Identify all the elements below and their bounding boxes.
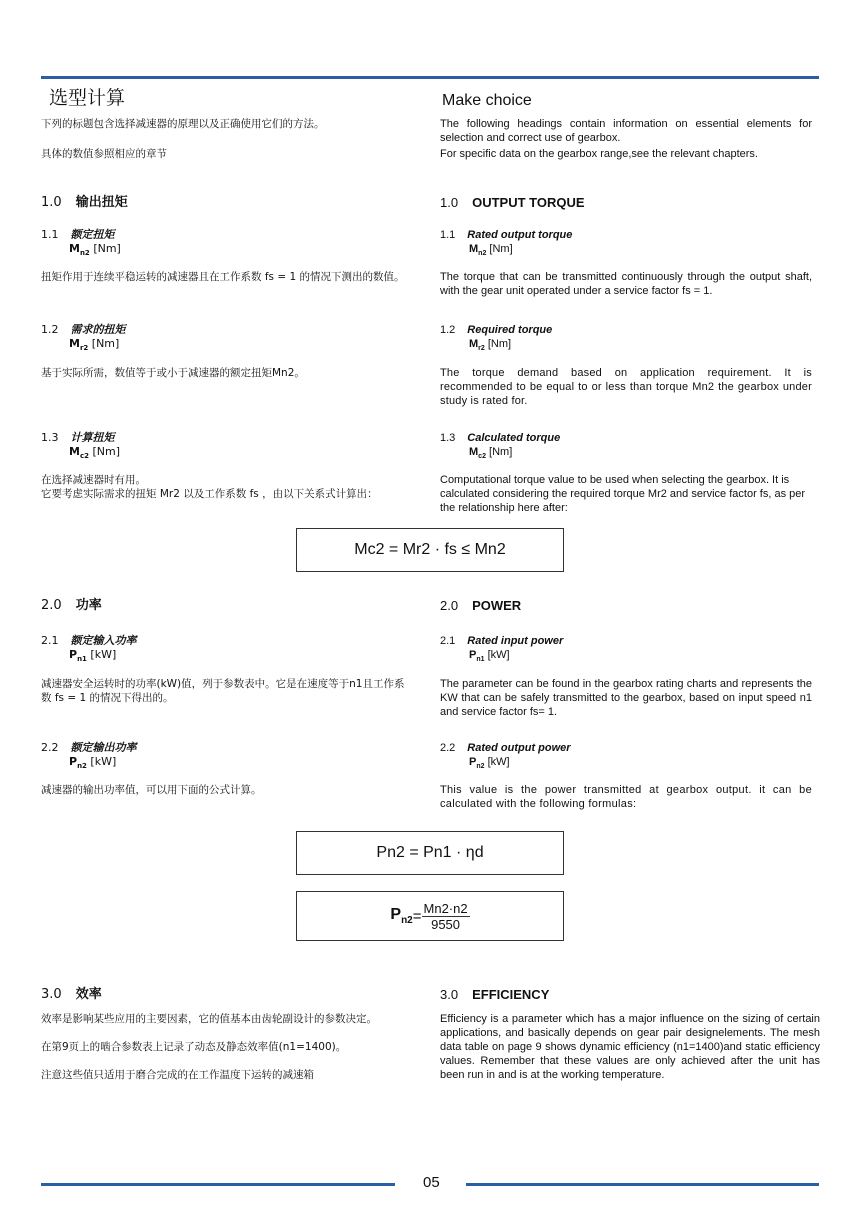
cn-text-1-3a: 在选择减速器时有用。 [41, 474, 146, 486]
formula-box-mc2 [296, 528, 564, 572]
symbol-mc2-cn: $M_{c2}$ [Nm] [69, 445, 121, 461]
section-3-cn-heading: 3.0 效率 [41, 987, 102, 1002]
cn-text-3-2: 在第9页上的啮合参数表上记录了动态及静态效率值(n1=1400)。 [41, 1041, 347, 1053]
cn-intro-1: 下列的标题包含选择减速器的原理以及正确使用它们的方法。 [41, 118, 325, 130]
subsection-2-2-en: 2.2 Rated output power [440, 742, 571, 754]
subsection-1-3-cn: 1.3 计算扭矩 [41, 431, 115, 444]
footer-rule-right [466, 1183, 819, 1186]
cn-text-2-1: 减速器安全运转时的功率(kW)值，列于参数表中。它是在速度等于n1且工作系数 fs = 1 的情况下得出的。 [41, 678, 405, 704]
symbol-mn2-cn: $M_{n2}$ [Nm] [69, 242, 121, 258]
subsection-2-1-en: 2.1 Rated input power [440, 635, 564, 647]
symbol-mr2-cn: $M_{r2}$ [Nm] [69, 337, 120, 353]
cn-text-3-1: 效率是影响某些应用的主要因素，它的值基本由齿轮副设计的参数决定。 [41, 1013, 377, 1025]
cn-text-1-1: 扭矩作用于连续平稳运转的减速器且在工作系数 fs = 1 的情况下测出的数值。 [41, 271, 405, 283]
cn-intro-2: 具体的数值参照相应的章节 [41, 148, 167, 160]
section-2-en-heading: 2.0 POWER [440, 598, 522, 613]
symbol-pn1-cn: $P_{n1}$ [kW] [69, 648, 117, 664]
en-intro-2: For specific data on the gearbox range,see the relevant chapters. [440, 148, 758, 160]
symbol-mc2-en: $M_{c2}$ [Nm] [469, 446, 513, 461]
en-text-1-2: The torque demand based on application requirement. It is recommended to be equal to or less than torque Mn2 the gearbox under study is rated for. [440, 367, 812, 407]
subsection-1-1-en: 1.1 Rated output torque [440, 229, 573, 241]
footer-rule-left [41, 1183, 395, 1186]
formula-mc2: Mc2 = Mr2 · fs ≤ Mn2 [354, 541, 506, 558]
section-1-en-heading: 1.0 OUTPUT TORQUE [440, 195, 585, 210]
subsection-1-3-en: 1.3 Calculated torque [440, 432, 561, 444]
subsection-1-2-cn: 1.2 需求的扭矩 [41, 323, 126, 336]
en-text-1-1: The torque that can be transmitted continuously through the output shaft, with the gear unit operated under a service factor fs = 1. [440, 271, 812, 297]
symbol-pn1-en: $P_{n1}$ [kW] [469, 649, 510, 664]
en-title: Make choice [442, 92, 532, 109]
symbol-mn2-en: $M_{n2}$ [Nm] [469, 243, 513, 258]
en-text-2-1: The parameter can be found in the gearbox rating charts and represents the KW that can be safely transmitted to the gearbox, based on input speed n1 and service factor fs= 1. [440, 678, 812, 718]
formula-pn2-b-lhs: $P_{n2}$ [390, 905, 413, 927]
subsection-2-2-cn: 2.2 额定输出功率 [41, 741, 137, 754]
symbol-pn2-cn: $P_{n2}$ [kW] [69, 755, 117, 771]
en-text-2-2: This value is the power transmitted at gearbox output. it can be calculated with the following formulas: [440, 784, 812, 810]
formula-box-pn2-b: $P_{n2}$ = $\frac{Mn2\cdot n2}{9550}$ [296, 891, 564, 941]
formula-pn2-a: Pn2 = Pn1 · ηd [376, 844, 484, 861]
page-number: 05 [423, 1174, 440, 1191]
subsection-2-1-cn: 2.1 额定输入功率 [41, 634, 137, 647]
section-3-en-heading: 3.0 EFFICIENCY [440, 987, 550, 1002]
cn-text-1-2: 基于实际所需，数值等于或小于减速器的额定扭矩Mn2。 [41, 367, 305, 379]
cn-text-1-3b: 它要考虑实际需求的扭矩 Mr2 以及工作系数 fs ，由以下关系式计算出： [41, 488, 378, 500]
symbol-mr2-en: $M_{r2}$ [Nm] [469, 338, 512, 353]
en-text-1-3: Computational torque value to be used when selecting the gearbox. It is calculated considering the required torque Mr2 and service factor fs, as per the relationship here after: [440, 474, 806, 514]
cn-title: 选型计算 [49, 87, 126, 109]
formula-box-pn2-a [296, 831, 564, 875]
en-intro-1: The following headings contain information on essential elements for selection and correct use of gearbox. [440, 118, 812, 144]
symbol-pn2-en: $P_{n2}$ [kW] [469, 756, 510, 771]
subsection-1-1-cn: 1.1 额定扭矩 [41, 228, 115, 241]
cn-text-3-3: 注意这些值只适用于磨合完成的在工作温度下运转的减速箱 [41, 1069, 314, 1081]
section-2-cn-heading: 2.0 功率 [41, 598, 102, 613]
subsection-1-2-en: 1.2 Required torque [440, 324, 553, 336]
formula-pn2-fraction [422, 901, 470, 932]
fraction-denominator: 9550 [431, 916, 461, 932]
section-1-cn-heading: 1.0 输出扭矩 [41, 195, 128, 210]
top-rule [41, 76, 819, 79]
cn-text-2-2: 减速器的输出功率值，可以用下面的公式计算。 [41, 784, 262, 796]
en-text-3: Efficiency is a parameter which has a major influence on the sizing of certain applications, and basically depends on gear pair designelements. The mesh data table on page 9 shows dynamic efficiency (n1=1400)and static efficiency values. Remember that these values are only achieved after the unit has been run in and is at the working temperature. [440, 1013, 820, 1081]
fraction-numerator: Mn2·n2 [423, 900, 468, 916]
